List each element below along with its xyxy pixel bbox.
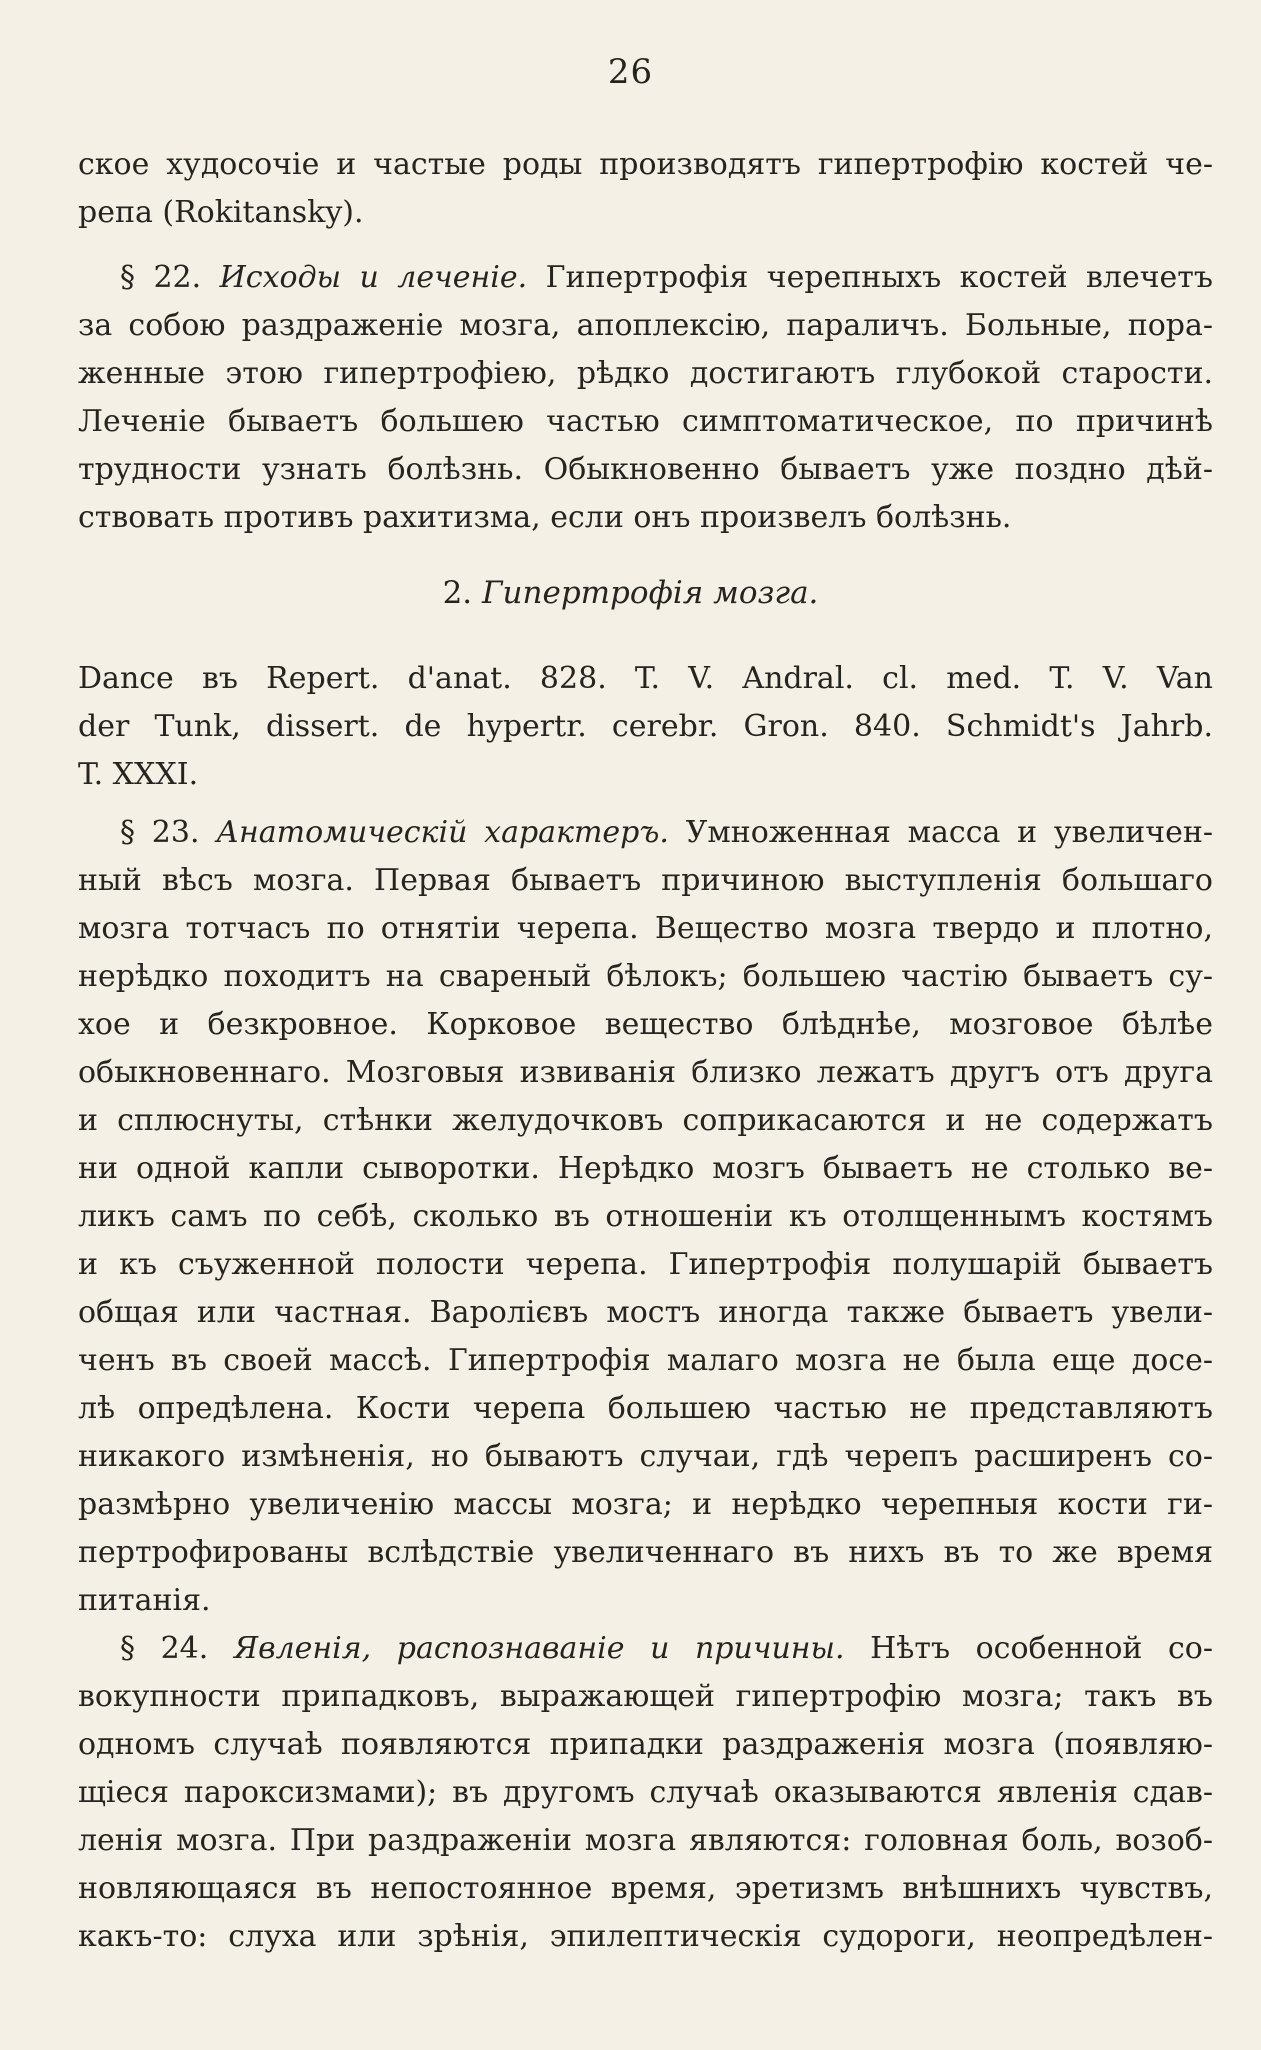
section-number: § 23. — [120, 815, 200, 850]
text-line: мозга тотчасъ по отнятіи черепа. Вещество мозга твердо и плотно, — [78, 911, 1213, 946]
heading-title: Гипертрофія мозга. — [482, 575, 819, 611]
text-line: и къ съуженной полости черепа. Гипертрофія полушарій бываетъ — [78, 1247, 1213, 1282]
section-text: Нѣтъ особенной со- — [870, 1631, 1213, 1666]
text-line: щіеся пароксизмами); въ другомъ случаѣ оказываются явленія сдав- — [78, 1775, 1213, 1810]
text-line: одномъ случаѣ появляются припадки раздраженія мозга (появляю- — [78, 1727, 1213, 1762]
section-number: § 24. — [120, 1631, 209, 1666]
section-title: Явленія, распознаваніе и причины. — [233, 1631, 845, 1666]
section-24 — [78, 1625, 1213, 1961]
text-line: ленія мозга. При раздраженіи мозга являются: головная боль, возоб- — [78, 1823, 1213, 1858]
reference-line: der Tunk, dissert. de hypertr. cerebr. Gron. 840. Schmidt's Jahrb. — [78, 709, 1213, 744]
section-23-first-line — [78, 809, 1213, 857]
section-number: § 22. — [120, 260, 202, 295]
section-23 — [78, 809, 1213, 1625]
text-line: пертрофированы вслѣдствіе увеличеннаго въ нихъ въ то же время — [78, 1535, 1213, 1570]
section-22 — [78, 254, 1213, 542]
intro-paragraph — [78, 141, 1213, 237]
text-line: ское худосочіе и частые роды производятъ гипертрофію костей че- — [78, 147, 1213, 182]
section-text: Гипертрофія черепныхъ костей влечетъ — [545, 260, 1213, 295]
section-title: Анатомическій характеръ. — [216, 815, 669, 850]
text-line: нерѣдко походитъ на свареный бѣлокъ; большею частію бываетъ су- — [78, 959, 1213, 994]
text-line: какъ-то: слуха или зрѣнія, эпилептическія судороги, неопредѣлен- — [78, 1919, 1213, 1954]
text-line: ствовать противъ рахитизма, если онъ произвелъ болѣзнь. — [78, 500, 1012, 535]
text-line: вокупности припадковъ, выражающей гипертрофію мозга; такъ въ — [78, 1679, 1213, 1714]
page-number: 26 — [607, 52, 654, 92]
text-line: никакого измѣненія, но бываютъ случаи, гдѣ черепъ расширенъ со- — [78, 1439, 1213, 1474]
text-line: женные этою гипертрофіею, рѣдко достигаютъ глубокой старости. — [78, 356, 1213, 391]
section-22-first-line — [78, 254, 1213, 302]
reference-line: Dance въ Repert. d'anat. 828. T. V. Andral. cl. med. T. V. Van — [78, 661, 1213, 696]
text-line: ни одной капли сыворотки. Нерѣдко мозгъ бываетъ не столько ве- — [78, 1151, 1213, 1186]
section-24-first-line — [78, 1625, 1213, 1673]
chapter-heading — [0, 575, 1261, 611]
reference-line: T. XXXI. — [78, 757, 199, 792]
section-text: Умноженная масса и увеличен- — [685, 815, 1213, 850]
section-title: Исходы и леченіе. — [219, 260, 528, 295]
text-line: обыкновеннаго. Мозговыя извиванія близко лежатъ другъ отъ друга — [78, 1055, 1213, 1090]
heading-number: 2. — [442, 575, 473, 611]
text-line: общая или частная. Варолієвъ мостъ иногда также бываетъ увели- — [78, 1295, 1213, 1330]
references — [78, 655, 1213, 799]
text-line: репа (Rokitansky). — [78, 195, 364, 230]
text-line: ликъ самъ по себѣ, сколько въ отношеніи къ отолщеннымъ костямъ — [78, 1199, 1213, 1234]
text-line: ный вѣсъ мозга. Первая бываетъ причиною выступленія большаго — [78, 863, 1213, 898]
text-line: новляющаяся въ непостоянное время, эретизмъ внѣшнихъ чувствъ, — [78, 1871, 1213, 1906]
text-line: лѣ опредѣлена. Кости черепа большею частью не представляютъ — [78, 1391, 1213, 1426]
text-line: трудности узнать болѣзнь. Обыкновенно бываетъ уже поздно дѣй- — [78, 452, 1213, 487]
text-line: и сплюснуты, стѣнки желудочковъ соприкасаются и не содержатъ — [78, 1103, 1213, 1138]
text-line: питанія. — [78, 1583, 211, 1618]
text-line: ченъ въ своей массѣ. Гипертрофія малаго мозга не была еще досе- — [78, 1343, 1213, 1378]
text-line: Леченіе бываетъ большею частью симптоматическое, по причинѣ — [78, 404, 1213, 439]
text-line: за собою раздраженіе мозга, апоплексію, параличъ. Больные, пора- — [78, 308, 1213, 343]
text-line: размѣрно увеличенію массы мозга; и нерѣдко черепныя кости ги- — [78, 1487, 1213, 1522]
text-line: хое и безкровное. Корковое вещество блѣднѣе, мозговое бѣлѣе — [78, 1007, 1213, 1042]
